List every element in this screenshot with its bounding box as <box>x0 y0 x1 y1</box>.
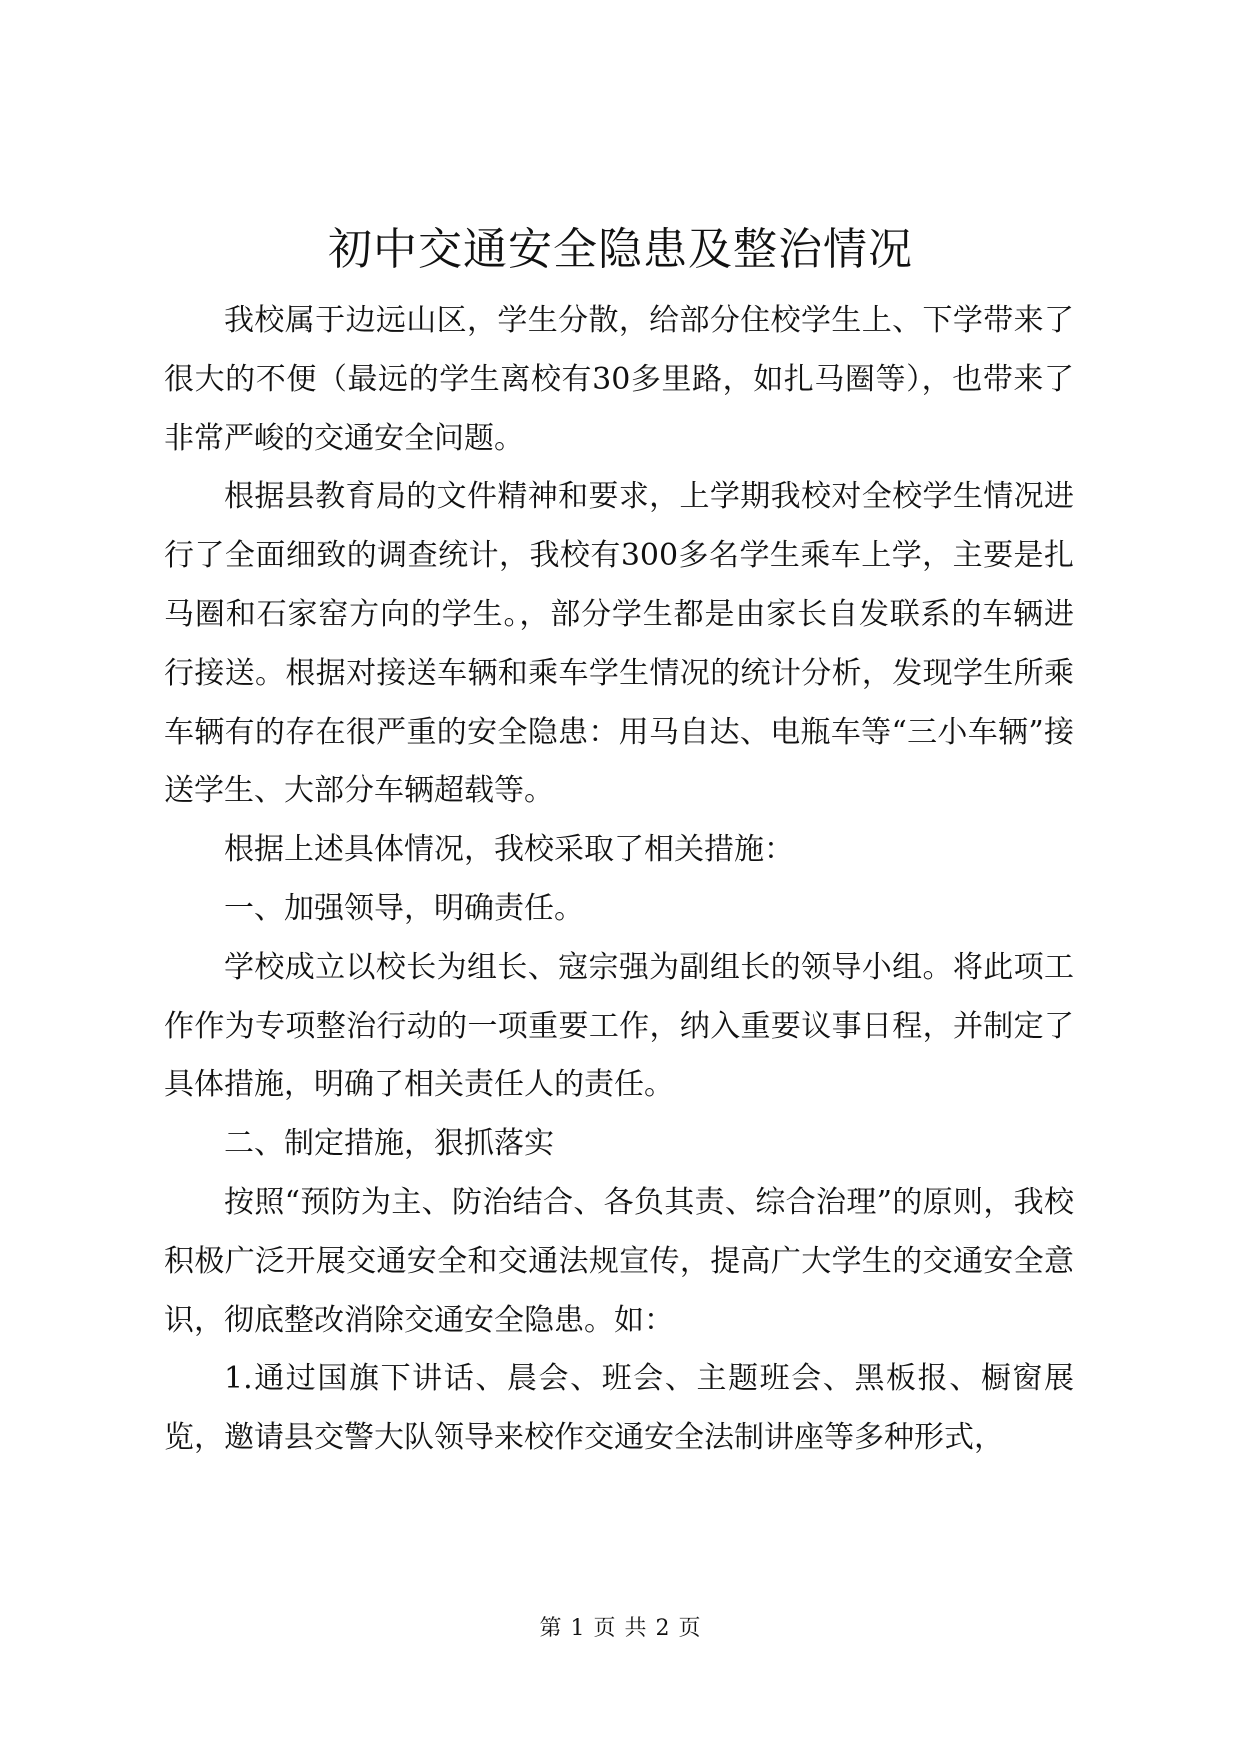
paragraph-4: 学校成立以校长为组长、寇宗强为副组长的领导小组。将此项工作作为专项整治行动的一项重要工作，纳入重要议事日程，并制定了具体措施，明确了相关责任人的责任。 <box>164 949 1074 1103</box>
section-heading-1: 一、加强领导，明确责任。 <box>224 890 584 926</box>
document-body <box>164 292 1074 1468</box>
list-item-1: 1.通过国旗下讲话、晨会、班会、主题班会、黑板报、橱窗展览，邀请县交警大队领导来校作交通安全法制讲座等多种形式， <box>164 1361 1074 1456</box>
paragraph-1: 我校属于边远山区，学生分散，给部分住校学生上、下学带来了很大的不便（最远的学生离校有30多里路，如扎马圈等），也带来了非常严峻的交通安全问题。 <box>164 303 1074 456</box>
section-heading-2: 二、制定措施，狠抓落实 <box>224 1126 554 1162</box>
paragraph-2: 根据县教育局的文件精神和要求，上学期我校对全校学生情况进行了全面细致的调查统计，我校有300多名学生乘车上学，主要是扎马圈和石家窑方向的学生。，部分学生都是由家长自发联系的车辆进行接送。根据对接送车辆和乘车学生情况的统计分析，发现学生所乘车辆有的存在很严重的安全隐患：用马自达、电瓶车等“三小车辆”接送学生、大部分车辆超载等。 <box>164 479 1074 809</box>
paragraph-3: 根据上述具体情况，我校采取了相关措施： <box>224 832 794 868</box>
document-title: 初中交通安全隐患及整治情况 <box>328 224 913 275</box>
page-footer: 第 1 页 共 2 页 <box>539 1616 702 1641</box>
paragraph-5: 按照“预防为主、防治结合、各负其责、综合治理”的原则，我校积极广泛开展交通安全和交通法规宣传，提高广大学生的交通安全意识，彻底整改消除交通安全隐患。如： <box>164 1184 1074 1338</box>
